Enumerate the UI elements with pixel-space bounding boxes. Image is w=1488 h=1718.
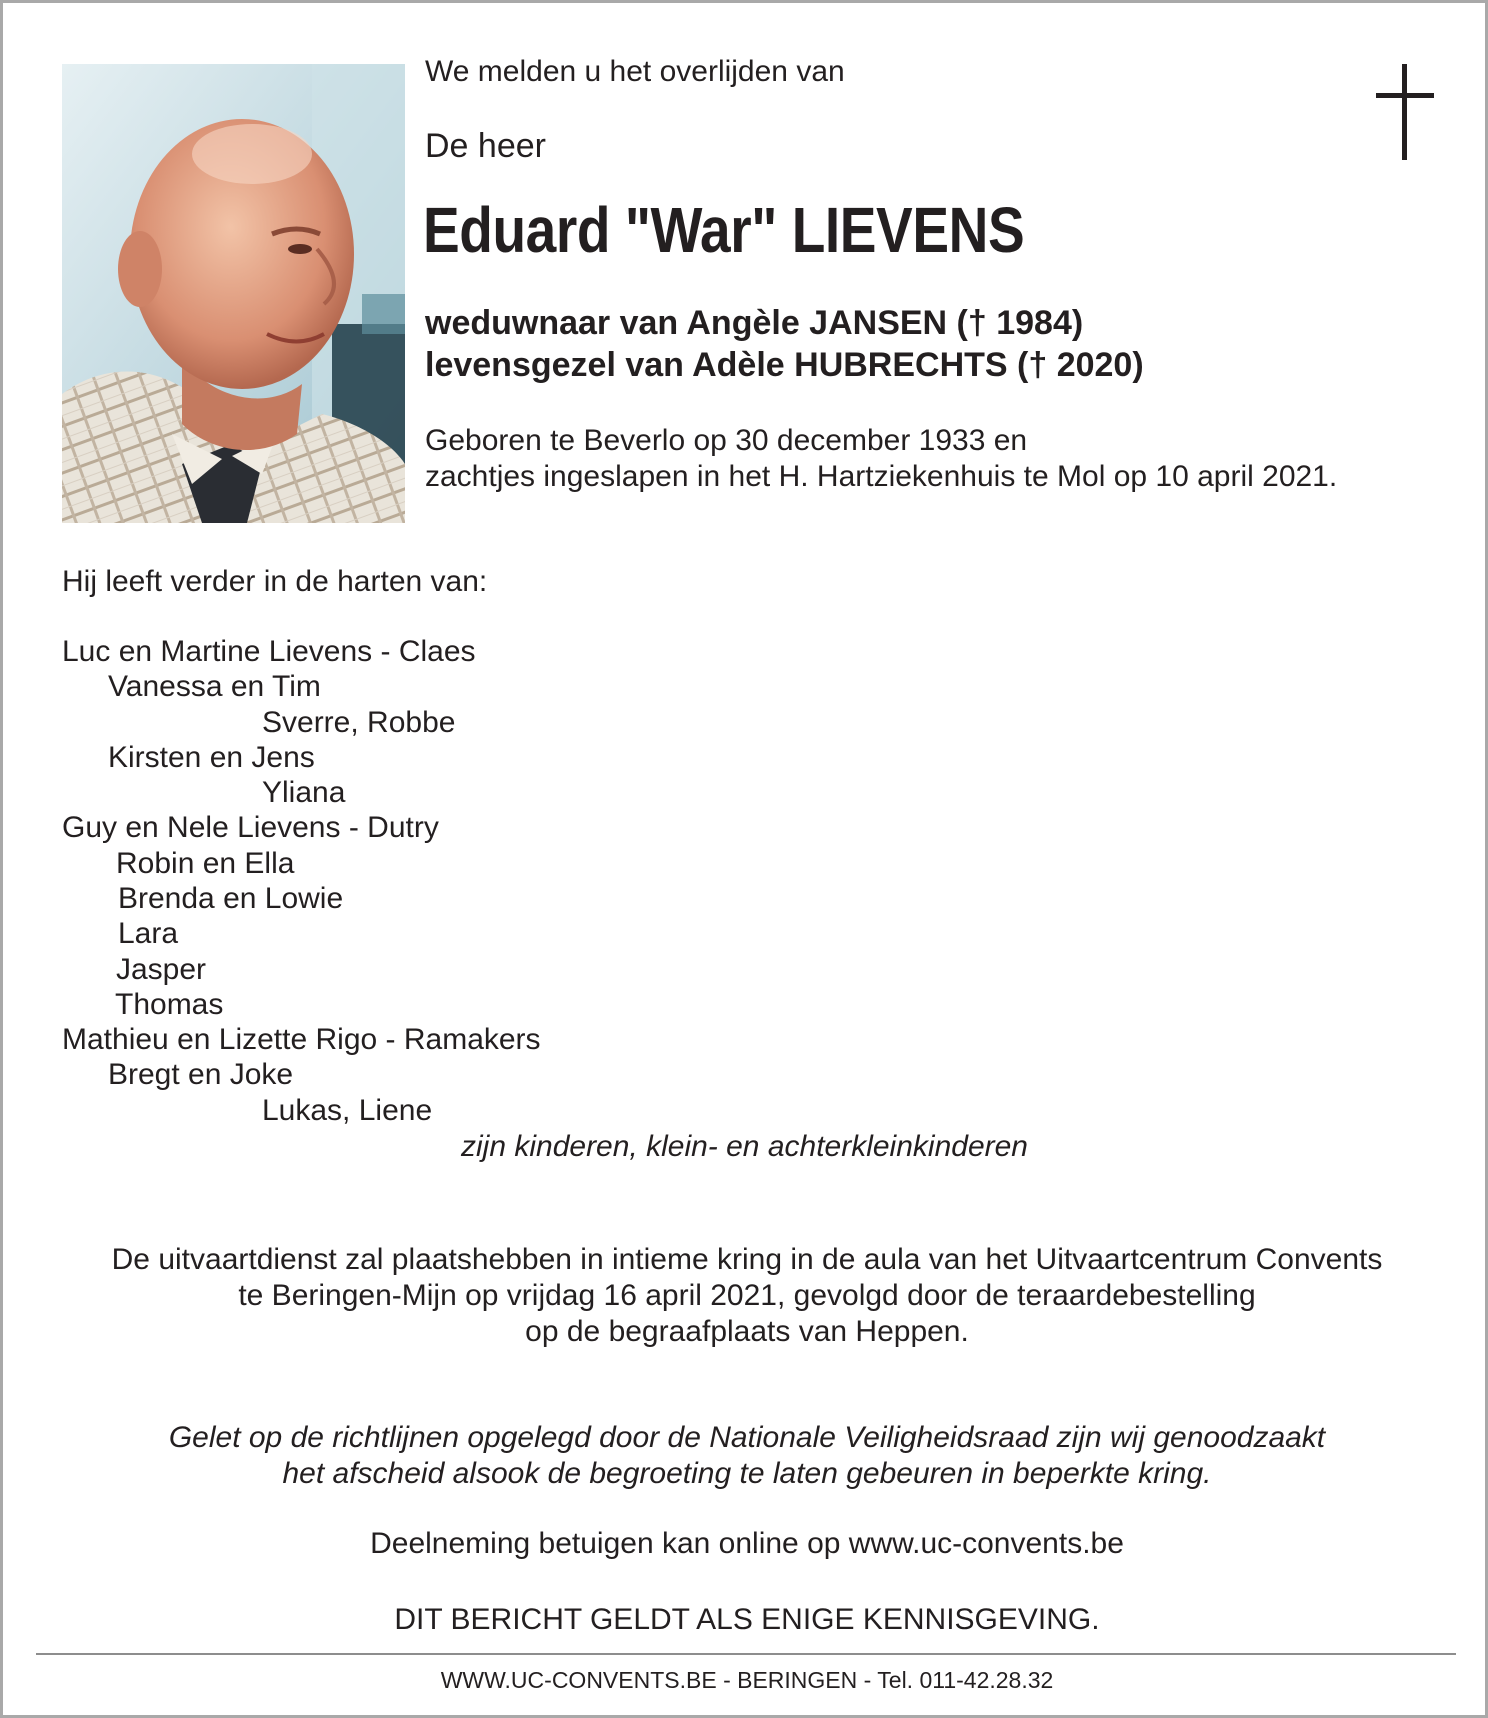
- restrictions-notice: [3, 1420, 1488, 1492]
- footer-contact: WWW.UC-CONVENTS.BE - BERINGEN - Tel. 011-42.28.32: [440, 1667, 1054, 1693]
- online-condolence: Deelneming betuigen kan online op www.uc-convents.be: [370, 1527, 1124, 1560]
- family-member: Robin en Ella: [116, 847, 295, 880]
- family-member: Brenda en Lowie: [118, 882, 344, 915]
- funeral-line-2: te Beringen-Mijn op vrijdag 16 april 2021, gevolgd door de teraardebestelling: [238, 1279, 1256, 1312]
- funeral-details: [3, 1242, 1488, 1350]
- cross-icon: [1376, 64, 1434, 160]
- family-member: Sverre, Robbe: [262, 706, 456, 739]
- family-member: Luc en Martine Lievens - Claes: [62, 635, 476, 668]
- relation-spouse: weduwnaar van Angèle JANSEN († 1984): [425, 304, 1084, 342]
- family-member: Bregt en Joke: [108, 1058, 294, 1091]
- family-member: Mathieu en Lizette Rigo - Ramakers: [62, 1023, 541, 1056]
- funeral-line-1: De uitvaartdienst zal plaatshebben in intieme kring in de aula van het Uitvaartcentrum Convents: [111, 1243, 1383, 1276]
- restrictions-line-2: het afscheid alsook de begroeting te laten gebeuren in beperkte kring.: [282, 1457, 1212, 1490]
- family-member: Guy en Nele Lievens - Dutry: [62, 811, 439, 844]
- family-member: Yliana: [262, 776, 346, 809]
- funeral-line-3: op de begraafplaats van Heppen.: [525, 1315, 969, 1348]
- birth-death-line-2: zachtjes ingeslapen in het H. Hartziekenhuis te Mol op 10 april 2021.: [425, 460, 1338, 493]
- footer-divider: [36, 1653, 1456, 1655]
- official-notice: DIT BERICHT GELDT ALS ENIGE KENNISGEVING.: [394, 1603, 1100, 1636]
- family-heading: Hij leeft verder in de harten van:: [62, 565, 488, 598]
- family-member: Jasper: [116, 953, 207, 986]
- restrictions-line-1: Gelet op de richtlijnen opgelegd door de Nationale Veiligheidsraad zijn wij genoodzaakt: [168, 1421, 1326, 1454]
- family-member: Kirsten en Jens: [108, 741, 315, 774]
- family-member: Vanessa en Tim: [108, 670, 321, 703]
- relation-partner: levensgezel van Adèle HUBRECHTS († 2020): [425, 346, 1144, 384]
- deceased-name: Eduard "War" LIEVENS: [423, 194, 1025, 266]
- family-member: Lukas, Liene: [262, 1094, 433, 1127]
- family-member: Thomas: [115, 988, 224, 1021]
- family-member: Lara: [118, 917, 179, 950]
- birth-death-line-1: Geboren te Beverlo op 30 december 1933 en: [425, 424, 1028, 457]
- portrait-illustration: [62, 64, 405, 523]
- intro-text: We melden u het overlijden van: [425, 55, 845, 88]
- honorific: De heer: [425, 127, 546, 165]
- family-caption: zijn kinderen, klein- en achterkleinkinderen: [461, 1130, 1028, 1163]
- portrait-photo: [62, 64, 405, 523]
